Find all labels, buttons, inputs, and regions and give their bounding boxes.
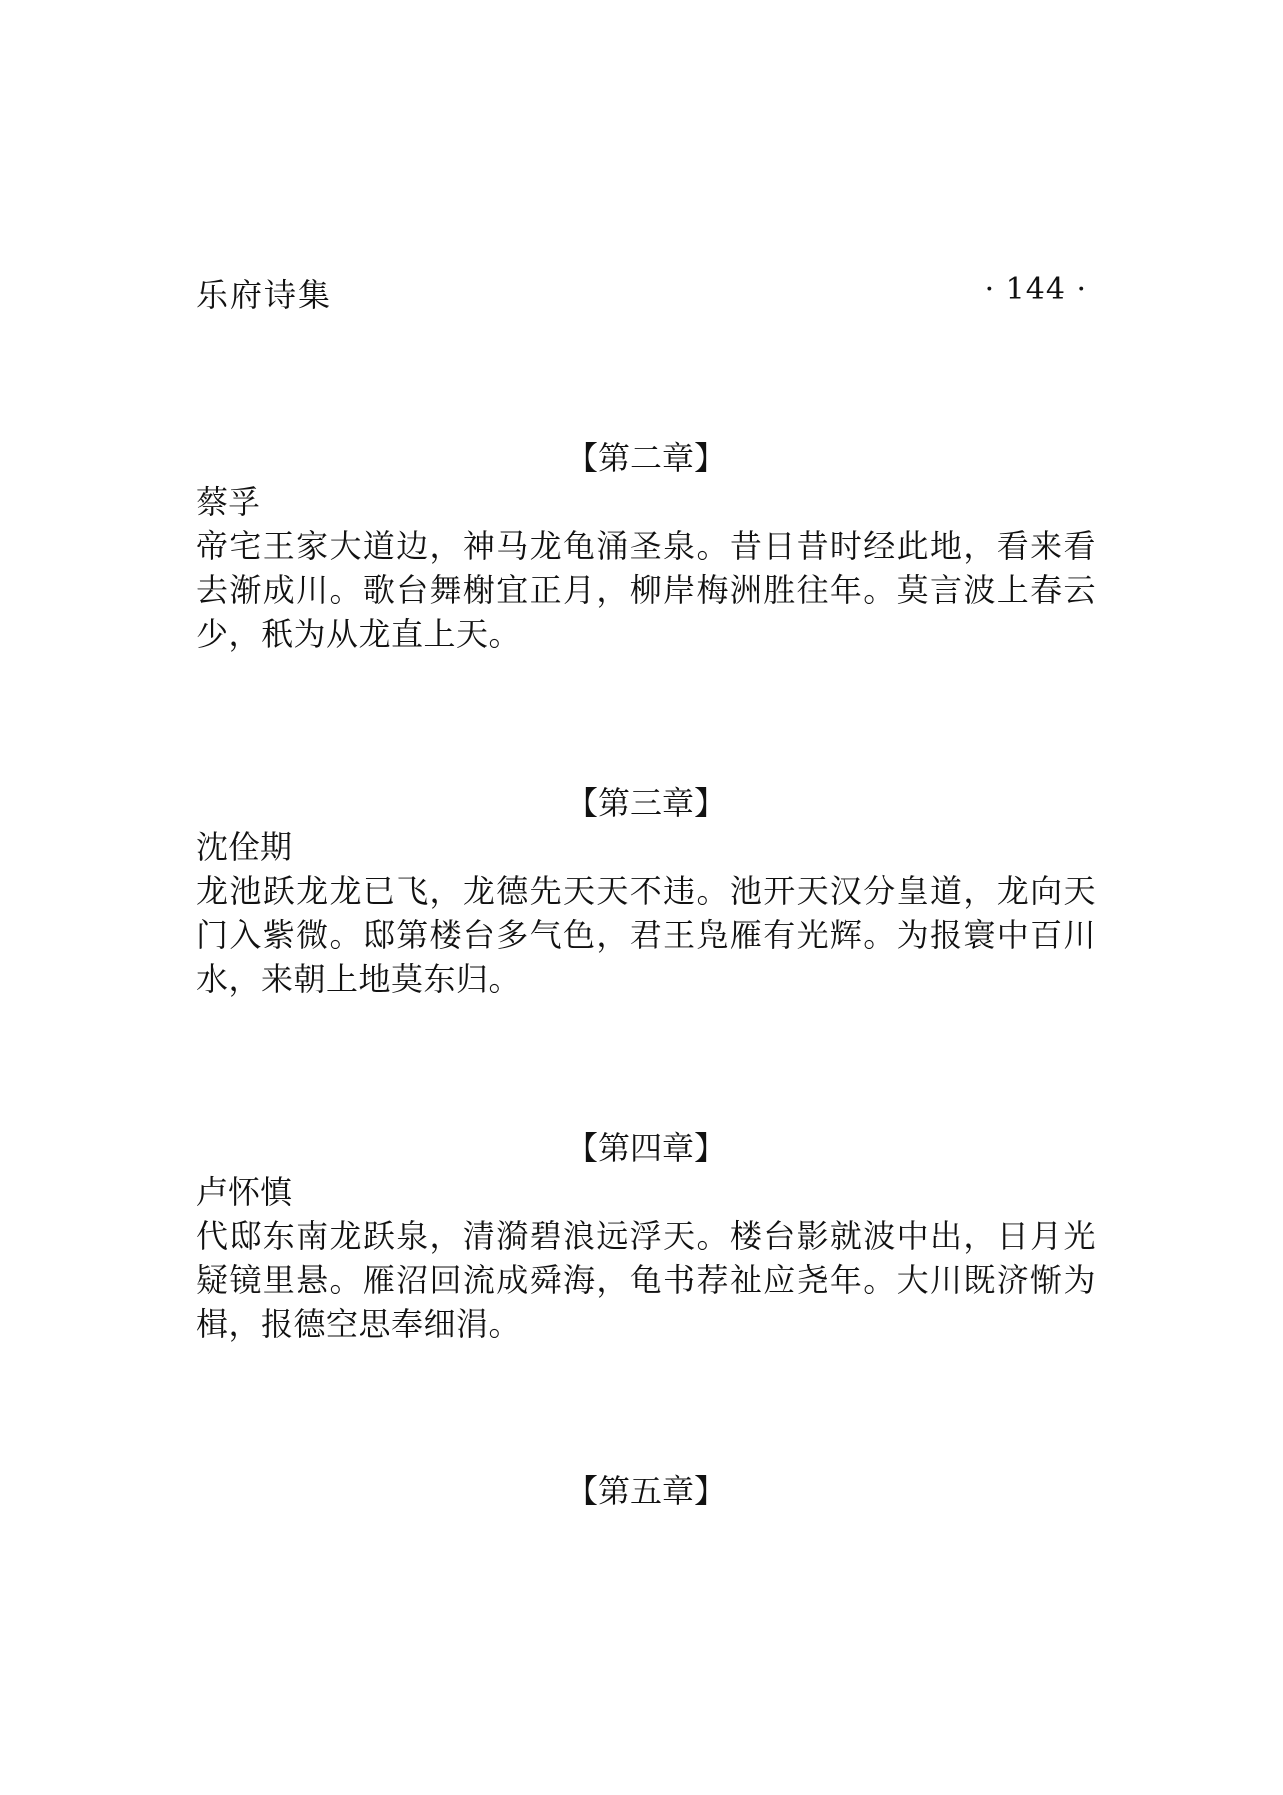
- chapter-title: 【第五章】: [565, 1472, 726, 1510]
- chapter-title: 【第三章】: [565, 784, 726, 822]
- page-number: · 144 ·: [984, 272, 1087, 307]
- chapter-section: [196, 781, 1096, 1001]
- poem-text: 龙池跃龙龙已飞，龙德先天天不违。池开天汉分皇道，龙向天门入紫微。邸第楼台多气色，君王凫雁有光辉。为报寰中百川水，来朝上地莫东归。: [196, 872, 1096, 998]
- chapter-section: [196, 1469, 1096, 1513]
- chapter-section: [196, 1126, 1096, 1346]
- poem-author: 蔡孚: [196, 483, 261, 521]
- chapter-section: [196, 436, 1096, 656]
- poem-text: 代邸东南龙跃泉，清漪碧浪远浮天。楼台影就波中出，日月光疑镜里悬。雁沼回流成舜海，龟书荐祉应尧年。大川既济惭为楫，报德空思奉细涓。: [196, 1217, 1096, 1343]
- book-title: 乐府诗集: [196, 276, 333, 314]
- chapter-title: 【第四章】: [565, 1129, 726, 1167]
- chapter-title: 【第二章】: [565, 439, 726, 477]
- poem-text: 帝宅王家大道边，神马龙龟涌圣泉。昔日昔时经此地，看来看去渐成川。歌台舞榭宜正月，柳岸梅洲胜往年。莫言波上春云少，秖为从龙直上天。: [196, 527, 1096, 653]
- page-header: [196, 270, 1087, 318]
- poem-author: 沈佺期: [196, 828, 293, 866]
- poem-author: 卢怀慎: [196, 1173, 293, 1211]
